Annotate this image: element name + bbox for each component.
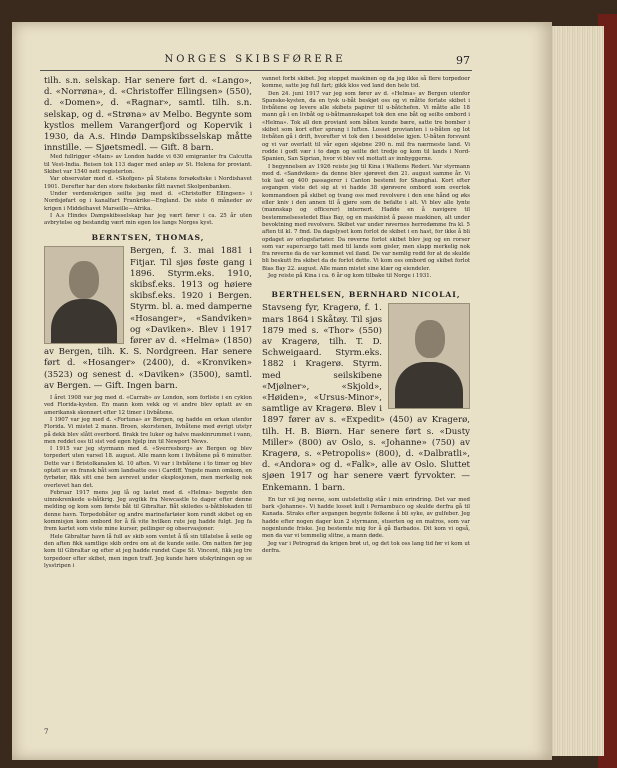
anecdote-paragraph: Med fullrigger «Main» av London hadde vi 630 emigranter fra Calcutta til Vest-India. Reisen tok 113 dager med anløp av St. Helena for proviant. Skibet var 1540 nett registerton. [44,154,252,176]
left-column [44,76,252,570]
right-column [262,76,470,555]
anecdote-paragraph: Under verdenskrigen seilte jeg med d. «Christoffer Ellingsen» i Nordsjøfart og i kanalfart Frankrike—England. De siste 6 måneder av krigen i Middelhavet Marseille—Afrika. [44,190,252,212]
berntsen-anecdotes [44,395,252,570]
anecdote-paragraph: Februar 1917 mens jeg lå og lastet med d. «Helma» begynte den uinnskrenkede u-båtkrig. Jeg avgikk fra Newcastle to dager efter denne melding og kom som første båt til Gibraltar. Båt skiledes u-båtblokaden til denne havn. Torpedobåter og andre marinefartøier kom rundt skibet og en kommisjon kom ombord for å få vite hvilken rute jeg hadde fulgt. Jeg fa frem kartet som viste mine kurser, peilinger og observasjoner. [44,489,252,533]
anecdote-paragraph: I 1915 var jeg styrmann med d. «Sverresborg» av Bergen og blev torpedert uten varsel 18. august. Alle mann kom i livbåtene på 6 minutter. Dette var i Bristolkanalen kl. 10 aften. Vi var i livbåtene i to timer og blev optatt av en fransk båt som landsatte oss i Cardiff. Yngste mann omkom, en fyrbøter, fikk sitt ene ben avrevet under eksplosjonen, men merkelig nok overlevet han det. [44,446,252,489]
intro-entry-text: tilh. s.n. selskap. Har senere ført d. «Lango», d. «Norrøna», d. «Christoffer Ellingsen» (550), d. «Domen», d. «Ragnar», samtl. tilh. s.n. selskap, og d. «Strøna» av Melbo. Begynte som kystlos mellem Varangerfjord og Kopervik i 1930, da A.s. Hindø Dampskibsselskap måtte innstille. — Sjøetsmedl. — Gift. 8 barn. [44,76,252,154]
entry-bio-berthelsen: Stavseng fyr, Kragerø, f. 1. mars 1864 i Skåtøy. Til sjøs 1879 med s. «Thor» (550) av Kragerø, tilh. T. D. Schweigaard. Styrm.eks. 1882 i Kragerø. Styrm. med seilskibene «Mjølner», «Skjold», «Høiden», «Ursus-Minor», samtlige av Kragerø. Blev i 1897 fører av s. «Expedit» (450) av Kragerø, tilh. H. B. Biørn. Har senere ført s. «Dusty Miller» (800) av Oslo, s. «Johanne» (750) av Kragerø, s. «Petropolis» (800), d. «Dalbratli», d. «Andora» og d. «Falk», alle av Oslo. Sluttet sjøen 1917 og har senere vært fyrvokter. — Enkemann. 1 barn. [262,303,470,493]
signature-mark: 7 [44,728,49,736]
anecdote-paragraph: Jeg var i Petrograd da krigen brøt ut, og det tok oss lang tid før vi kom ut derfra. [262,540,470,554]
anecdote-paragraph: I 1907 var jeg med d. «Fortuna» av Bergen, og hadde en orkan utenfor Florida. Vi mistet 2 mann. Broen, skorstenen, livbåtene med øvrigt utstyr på dekk blev slått overbord. Brakk tre luker og halve maskinrummet i vann, men reddet oss til sist ved egen hjelp inn til Newport News. [44,416,252,445]
page-edges [548,26,604,756]
anecdote-paragraph: Var observatør med d. «Skofgen» på Statens forsøksfiske i Nordishavet 1901. Derefter har den store fiskebanke fått navnet Skolpenbanken. [44,176,252,190]
page-number: 97 [456,54,470,67]
portrait-face [69,261,99,299]
intro-anecdotes [44,154,252,227]
portrait-face [415,320,445,358]
portrait-photo [388,303,470,409]
entry-heading-berthelsen: BERTHELSEN, BERNHARD NICOLAI, [271,290,461,300]
anecdote-paragraph: Den 24. juni 1917 var jeg som fører av d. «Helma» av Bergen utenfor Spanske-kysten, da en tysk u-båt beskjøt oss og vi måtte forlate skibet i livbåtene og levere alle skibets papirer til u-båtchefen. Vi måtte alle 18 mann gå i en livbåt og u-båtmannskapet tok den ene båt og seilte ombord i «Helma». Tok all den proviant som båten kunde bære, satte tre bomber i skibet som kort efter sprang i luften. Losset provianten i u-båten og lot livbåten gå i drift, hvorefter vi tok den i besiddelse igjen. U-båten forsvant og vi var overlatt til vår egen skjebne 290 n. mil fra nærmeste land. Vi rodde i godt vær i to døgn og seilte det tredje og kom til lands i Nord-Spanien, San Siprian, hvor vi blev vel mottatt av innbyggerne. [262,90,470,163]
anecdote-paragraph: En tur vil jeg nevne, som uutslettelig står i min erindring. Det var med bark «Johanne». Vi hadde losset kull i Pernambuco og skulde derfra gå til Kanada. Straks efter avgangen begynte folkene å bli syke, av gulfeber. Jeg hadde efter nogen dager kun 2 styrmann, stuerten og en matros, som var nogenlunde friske. Jeg bestemte mig for å gå Barbados. Dit kom vi også, men da var vi temmelig slitne, a mann døde. [262,496,470,540]
anecdote-paragraph: I året 1908 var jeg med d. «Carrab» av London, som forliste i en cyklon ved Florida-kysten. En mann kom vekk og vi andre blev optatt av en amerikansk skonnert efter 12 timer i livbåtene. [44,395,252,416]
portrait-photo [44,246,124,344]
anecdote-paragraph: Jeg reiste på Kina i ca. 6 år og kom tilbake til Norge i 1931. [268,273,432,280]
anecdote-paragraph: I begynnelsen av 1926 reiste jeg til Kina i Wallems Rederi. Var styrmann med d. «Sandviken» da denne blev sjørøvet den 21. august samme år. Vi tok last og 400 passagerer i Canton bestemt for Shanghai. Kort efter avgangen viste det sig at vi hadde 38 sjørøvere ombord som overtok kommandoen på skibet og tvang oss med revolvere i den ene hånd og øks eller kniv i den annen til å gjøre som de befalte i alt. Vi blev alle lynte (mannskap og officerer) internert. Hadde en å navigere til bestemmelsesstedet Bias Bay, og en maskinist å passe maskinen, alt under bevoktning med revolvere. Skibet var under røvernes herredømme fra kl. 5 aften til kl. 7 fmd. Da dagslyset kom forlot de skibet i en hast, for ikke å bli opdaget av orlogsfartøier. Da røverne forlot skibet blev jeg og en rorser som var supercargo tatt med til lands som gisler, men slapp merkelig nok fra røverne da de var kommet vel iland. De var nemlig redd for at de skulde bli beskutt fra skibet da de forlot dette. Vi kom oss ombord og skibet forlot Bias Bay 22. august. Alle mann mistet sine klær og eiendeler. [262,163,470,272]
entry-heading-berntsen: BERNTSEN, THOMAS, [91,233,205,243]
anecdote-paragraph: vannet forbi skibet. Jeg stoppet maskinen og da jeg ikke så flere torpedoer komme, satte jeg full fart; gikk klos ved land den hele tid. [262,76,470,90]
header-rule [40,70,472,71]
entry-bio-berntsen: Bergen, f. 3. mai 1881 i Fitjar. Til sjøs føste gang i 1896. Styrm.eks. 1910, skibsf.eks. 1913 og høiere skibsf.eks. 1920 i Bergen. Styrm. bl. a. med damperne «Hosanger», «Sandviken» og «Daviken». Blev i 1917 fører av d. «Helma» (1850) av Bergen, tilh. K. S. Nordgreen. Har senere ført d. «Hosanger» (2400), d. «Kronviken» (3523) og senest d. «Daviken» (3500), samtl. av Bergen. — Gift. Ingen barn. [44,246,252,391]
running-header [40,54,470,70]
anecdote-paragraph: I A.s Hindes Dampskibsselskap har jeg vært fører i ca. 25 år uten avbrytelse og bestandig vært min egen los langs Norges kyst. [44,212,252,227]
portrait-body [51,299,117,344]
anecdote-paragraph: Hele Gibraltar havn lå full av skib som ventet å få sin tillatelse å seile og den aften fikk samtlige skib ordre om at de kunde seile. Om natten før jeg kom til Gibraltar og efter at jeg hadde rundet Cape St. Vincent, fikk jeg tre torpedoer efter skibet, men ingen traff. Jeg kunde høre utskytningen og se lysstripen i [44,533,252,569]
running-title: NORGES SKIBSFØRERE [164,54,346,65]
berntsen-continuation [262,76,470,280]
portrait-body [395,362,463,409]
berthelsen-anecdotes [262,497,470,555]
